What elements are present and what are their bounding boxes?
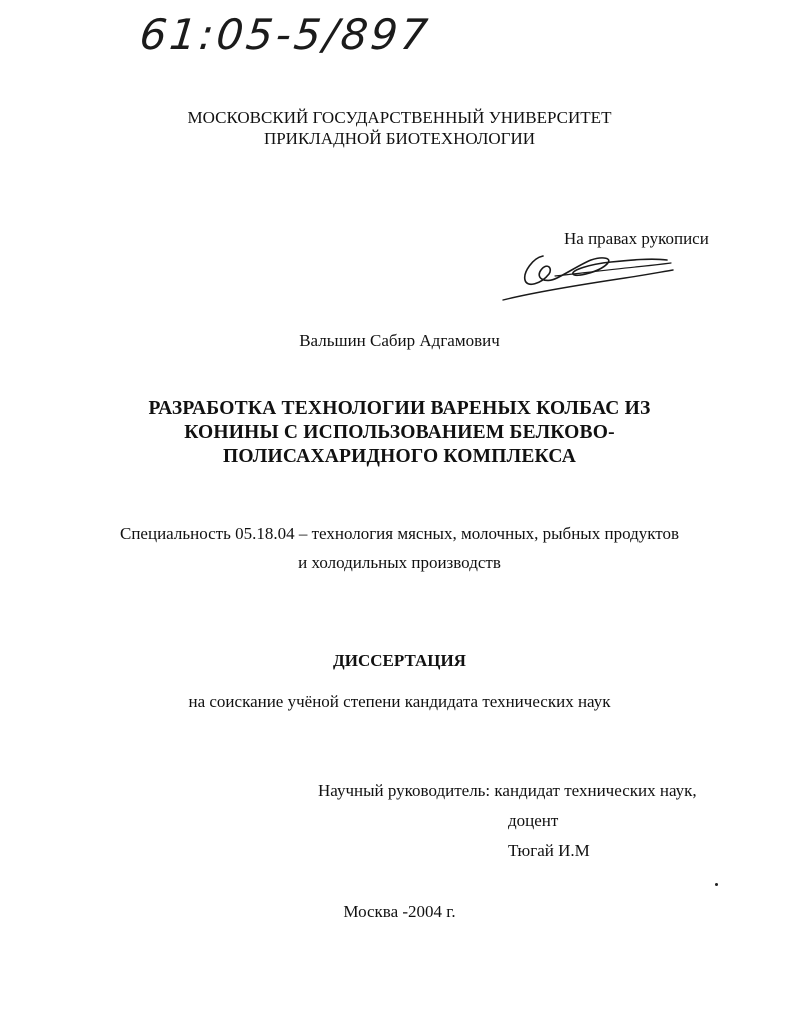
dissertation-title-line2: КОНИНЫ С ИСПОЛЬЗОВАНИЕМ БЕЛКОВО-	[184, 422, 615, 443]
speck	[715, 883, 718, 886]
signature	[495, 248, 685, 306]
degree-statement: на соискание учёной степени кандидата технических наук	[188, 692, 611, 711]
university-name-line2: ПРИКЛАДНОЙ БИОТЕХНОЛОГИИ	[263, 129, 536, 148]
document-type: ДИССЕРТАЦИЯ	[333, 651, 466, 670]
place-year: Москва -2004 г.	[343, 902, 456, 921]
specialty-line2: и холодильных производств	[298, 553, 501, 572]
supervisor-line1: Научный руководитель: кандидат технических наук,	[318, 781, 697, 800]
supervisor-title: доцент	[508, 811, 559, 830]
supervisor-name: Тюгай И.М	[508, 841, 590, 860]
specialty-line1: Специальность 05.18.04 – технология мясных, молочных, рыбных продуктов	[119, 524, 679, 543]
university-name-line1: МОСКОВСКИЙ ГОСУДАРСТВЕННЫЙ УНИВЕРСИТЕТ	[187, 108, 612, 127]
rights-note: На правах рукописи	[564, 229, 709, 248]
author-name: Вальшин Сабир Адгамович	[299, 331, 500, 350]
archive-number: 61:05-5/897	[137, 10, 433, 59]
dissertation-title-line3: ПОЛИСАХАРИДНОГО КОМПЛЕКСА	[223, 446, 576, 467]
dissertation-title-line1: РАЗРАБОТКА ТЕХНОЛОГИИ ВАРЕНЫХ КОЛБАС ИЗ	[148, 398, 651, 419]
